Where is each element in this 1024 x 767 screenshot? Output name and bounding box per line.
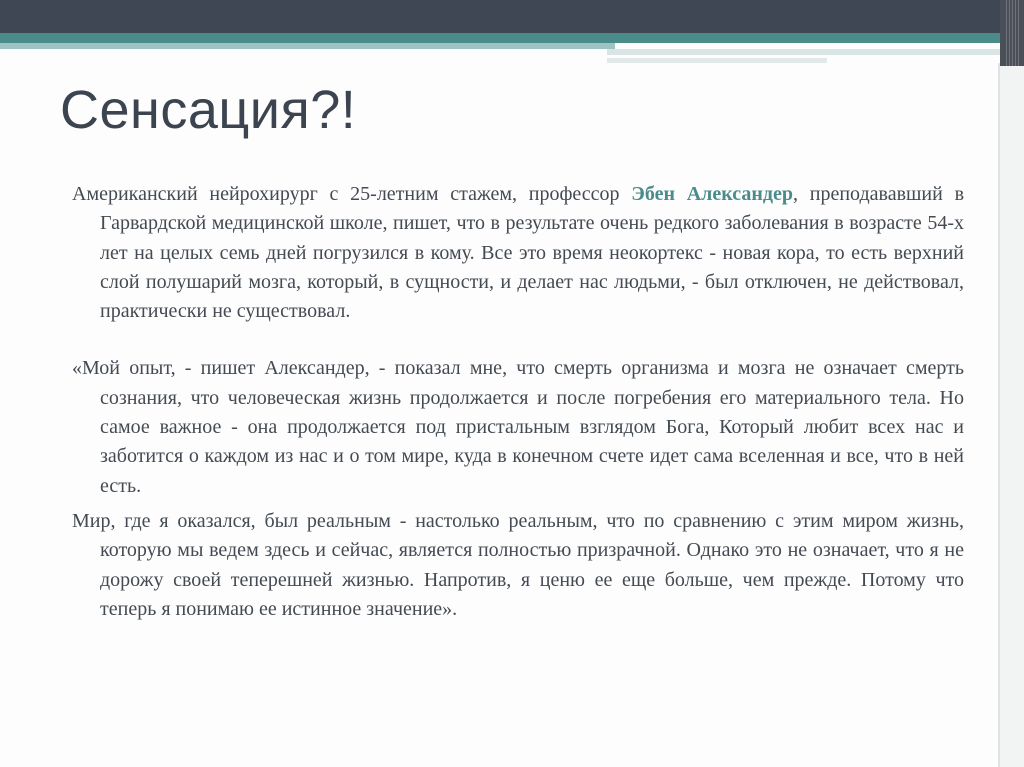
paragraph-1-rest: , преподававший в Гарвардской медицинской школе, пишет, что в результате очень редкого заболевания в возрасте 54-х лет на целых семь дней погрузился в кому. Все это время неокортекс - новая кора, то есть верхний слой полушарий мозга, который, в сущности, и делает нас людьми, - был отключен, не действовал, практически не существовал. — [100, 183, 965, 323]
paragraph-1-start: Американский нейрохирург с 25-летним стажем, профессор — [72, 183, 632, 205]
slide-title: Сенсация?! — [60, 80, 357, 140]
paragraph-3: Мир, где я оказался, был реальным - настолько реальным, что по сравнению с этим миром жизнь, которую мы ведем здесь и сейчас, является полностью призрачной. Однако это не означает, что я не дорожу своей теперешней жизнью. Напротив, я ценю ее еще больше, чем прежде. Потому что теперь я понимаю ее истинное значение». — [72, 509, 964, 620]
corner-lines-decoration — [1006, 0, 1020, 66]
paragraph-1 — [72, 180, 964, 326]
slide-right-edge — [1000, 0, 1024, 767]
header-accent-light — [0, 43, 615, 49]
slide-body — [72, 180, 964, 624]
header-light-strip — [607, 49, 1007, 55]
header-light-strip-small — [607, 58, 827, 63]
paragraph-2: «Мой опыт, - пишет Александер, - показал мне, что смерть организма и мозга не означает смерть сознания, что человеческая жизнь продолжается и после погребения его материального тела. Но самое важное - она продолжается под пристальным взглядом Бога, Который любит всех нас и заботится о каждом из нас и о том мире, куда в конечном счете идет сама вселенная и все, что в ней есть. — [72, 357, 964, 497]
highlighted-name: Эбен Александер — [631, 183, 794, 205]
header-accent-bar — [0, 33, 1024, 43]
header-bar — [0, 0, 1024, 33]
slide-right-shadow — [998, 63, 1000, 767]
